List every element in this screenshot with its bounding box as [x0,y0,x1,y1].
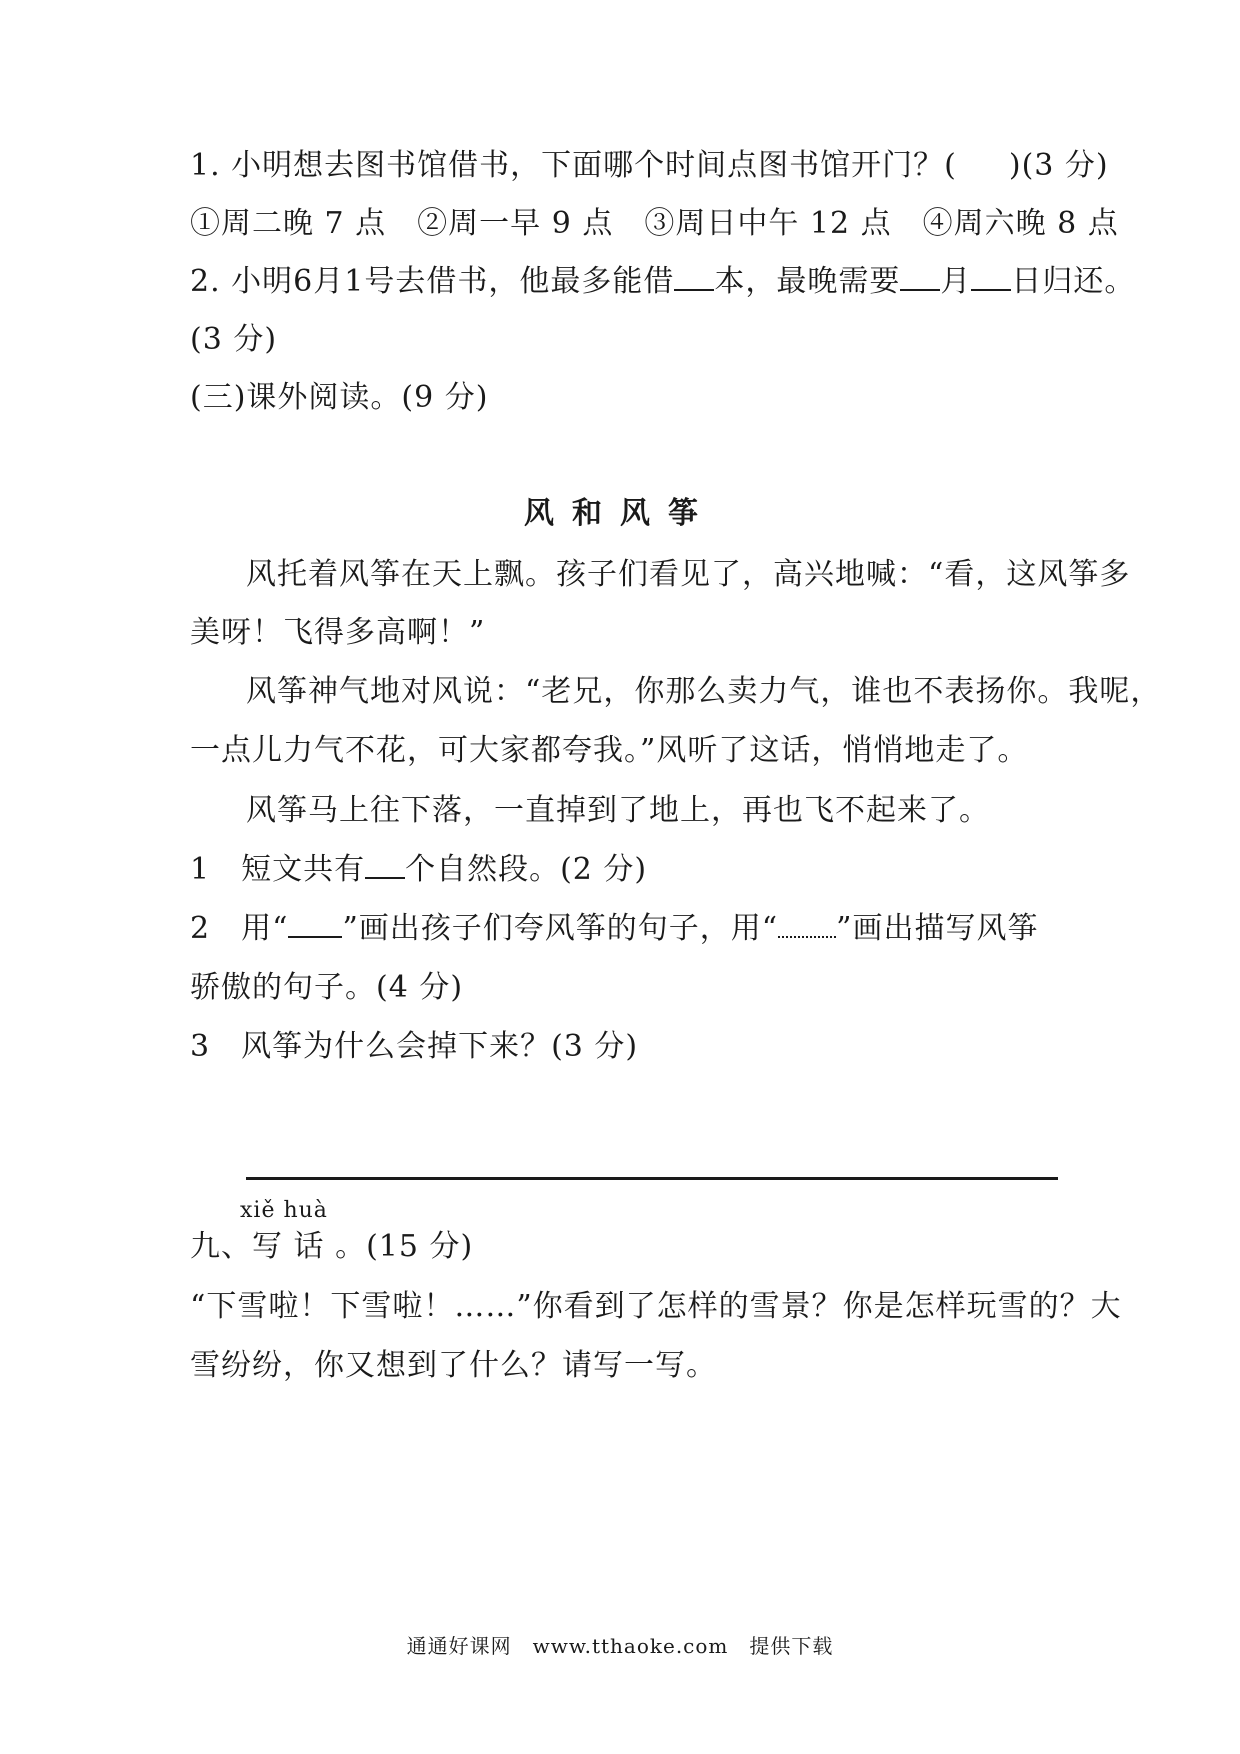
section-three-heading: (三)课外阅读。(9 分) [190,380,489,415]
reading-question-2-text-a: 2 用“ [190,911,289,946]
question-2-line [190,262,1135,302]
question-1-options: ①周二晚 7 点 ②周一早 9 点 ③周日中午 12 点 ④周六晚 8 点 [190,206,1119,241]
reading-question-2-text-c: ”画出描写风筝 [836,911,1039,946]
wavy-underline-sample [778,910,836,938]
pinyin-annotation: xiě huà [240,1198,328,1223]
reading-question-1-text-b: 个自然段。(2 分) [405,852,648,887]
section-nine-heading: 九、写 话 。(15 分) [190,1229,474,1264]
paragraph-1-line-2: 美呀！飞得多高啊！” [190,615,486,650]
paragraph-2-line-1: 风筝神气地对风说：“老兄，你那么卖力气，谁也不表扬你。我呢， [246,674,1162,709]
fill-blank-paragraph-count[interactable] [365,851,405,879]
fill-blank-day[interactable] [971,263,1011,291]
question-1-text: 1. 小明想去图书馆借书，下面哪个时间点图书馆开门？( [190,148,957,183]
writing-prompt-line-1: “下雪啦！下雪啦！……”你看到了怎样的雪景？你是怎样玩雪的？大 [190,1289,1122,1324]
paragraph-2-line-2: 一点儿力气不花，可大家都夸我。”风听了这话，悄悄地走了。 [190,733,1029,768]
question-1-line [190,146,1109,186]
writing-prompt-line-2: 雪纷纷，你又想到了什么？请写一写。 [190,1348,717,1383]
answer-line[interactable] [246,1177,1058,1180]
reading-question-2-text-b: ”画出孩子们夸风筝的句子，用“ [342,911,779,946]
reading-question-2-line-2: 骄傲的句子。(4 分) [190,970,464,1005]
reading-question-1 [190,850,647,890]
reading-question-1-text-a: 1 短文共有 [190,852,366,887]
question-1-score: )(3 分) [1008,148,1109,183]
fill-blank-books[interactable] [674,263,714,291]
straight-underline-sample [288,910,342,938]
footer-credit: 通通好课网 www.tthaoke.com 提供下载 [406,1634,834,1658]
question-2-score: (3 分) [190,322,278,357]
question-2-text-a: 2. 小明6月1号去借书，他最多能借 [190,264,675,299]
paragraph-3: 风筝马上往下落，一直掉到了地上，再也飞不起来了。 [246,793,990,828]
question-2-text-b: 本，最晚需要 [714,264,901,299]
reading-title: 风和风筝 [524,496,716,531]
fill-blank-month[interactable] [900,263,940,291]
reading-question-3: 3 风筝为什么会掉下来？(3 分) [190,1029,639,1064]
question-2-text-d: 日归还。 [1011,264,1136,299]
reading-question-2-line-1 [190,909,1038,949]
question-2-text-c: 月 [940,264,972,299]
paragraph-1-line-1: 风托着风筝在天上飘。孩子们看见了，高兴地喊：“看，这风筝多 [246,557,1131,592]
